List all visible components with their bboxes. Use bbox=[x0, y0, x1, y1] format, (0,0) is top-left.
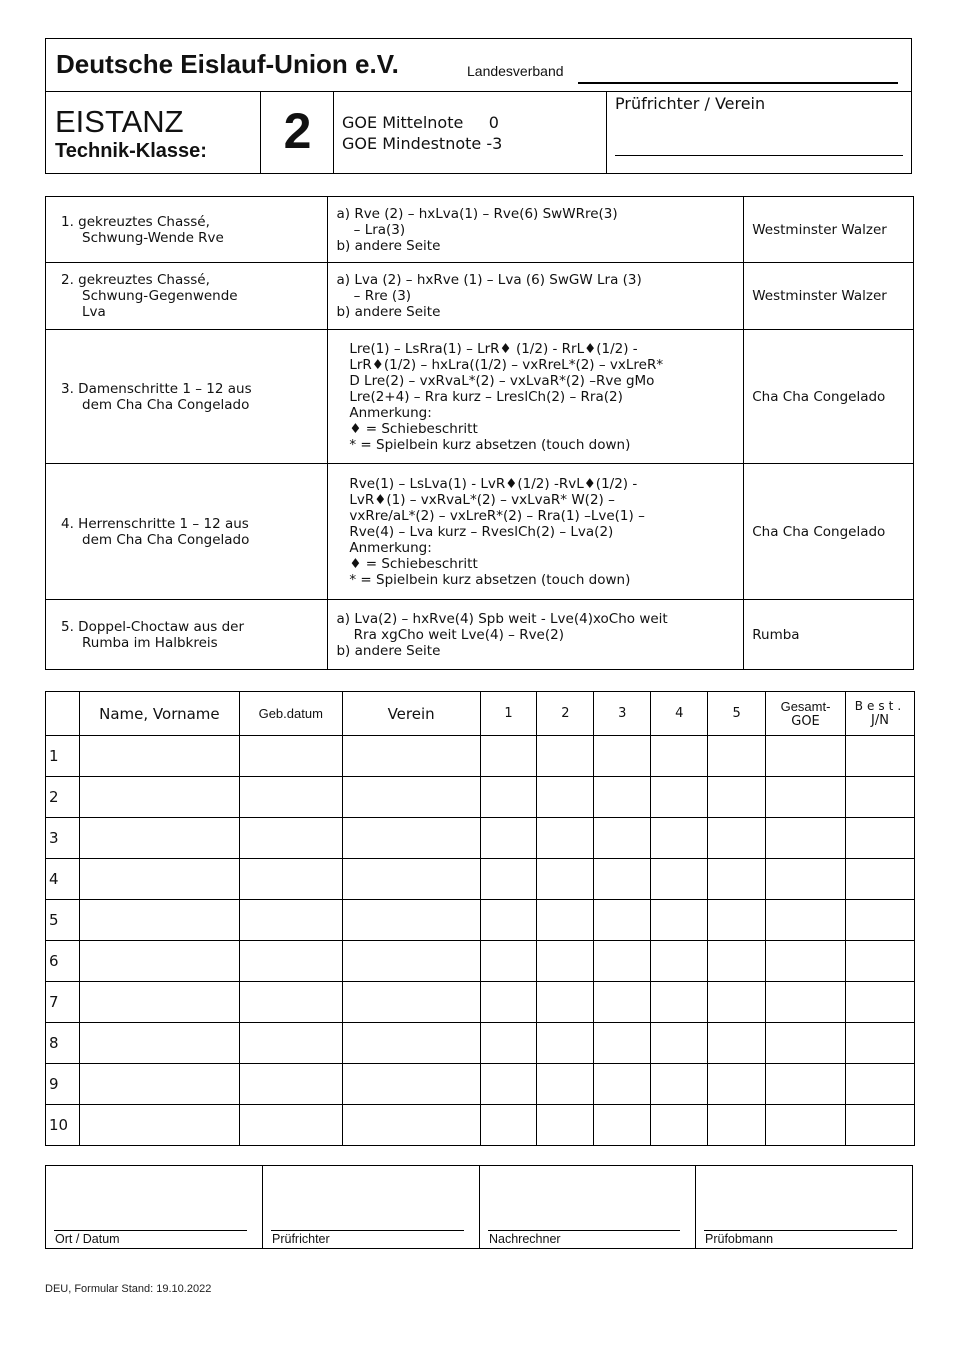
discipline-title: EISTANZ bbox=[55, 104, 184, 139]
element-4-cell[interactable] bbox=[651, 818, 708, 859]
element-3-cell[interactable] bbox=[594, 736, 651, 777]
club-cell[interactable] bbox=[342, 859, 480, 900]
element-4-cell[interactable] bbox=[651, 941, 708, 982]
club-header: Verein bbox=[342, 692, 480, 736]
participant-row-number: 8 bbox=[46, 1023, 80, 1064]
total-goe-cell[interactable] bbox=[766, 777, 846, 818]
element-4-cell[interactable] bbox=[651, 736, 708, 777]
name-header: Name, Vorname bbox=[79, 692, 239, 736]
birthdate-cell[interactable] bbox=[239, 777, 342, 818]
form-footer: DEU, Formular Stand: 19.10.2022 bbox=[45, 1283, 212, 1295]
pruefrichter-cell bbox=[607, 92, 911, 174]
signature-line[interactable] bbox=[271, 1230, 464, 1231]
element-dance: Westminster Walzer bbox=[744, 263, 914, 330]
signature-label: Prüfobmann bbox=[705, 1232, 774, 1246]
pruefrichter-label: Prüfrichter / Verein bbox=[615, 94, 766, 113]
signature-line[interactable] bbox=[488, 1230, 680, 1231]
element-5-cell[interactable] bbox=[708, 859, 766, 900]
form-header bbox=[45, 38, 912, 174]
pruefrichter-field[interactable] bbox=[615, 155, 903, 156]
passed-cell[interactable] bbox=[845, 1023, 914, 1064]
element-1-cell[interactable] bbox=[480, 818, 537, 859]
element-3-header: 3 bbox=[594, 692, 651, 736]
element-4-cell[interactable] bbox=[651, 1064, 708, 1105]
elements-table bbox=[45, 196, 914, 670]
participant-row-number: 7 bbox=[46, 982, 80, 1023]
birthdate-cell[interactable] bbox=[239, 736, 342, 777]
signature-line[interactable] bbox=[704, 1230, 897, 1231]
birthdate-header: Geb.datum bbox=[239, 692, 342, 736]
element-3-cell[interactable] bbox=[594, 941, 651, 982]
element-name: 2. gekreuztes Chassé, Schwung-Gegenwende Lva bbox=[61, 272, 238, 320]
element-5-cell[interactable] bbox=[708, 900, 766, 941]
element-1-cell[interactable] bbox=[480, 1023, 537, 1064]
birthdate-cell[interactable] bbox=[239, 859, 342, 900]
element-dance: Rumba bbox=[744, 600, 914, 670]
passed-header bbox=[845, 692, 914, 736]
element-4-cell[interactable] bbox=[651, 777, 708, 818]
name-cell[interactable] bbox=[79, 941, 239, 982]
total-goe-label-2: GOE bbox=[791, 713, 820, 729]
class-number: 2 bbox=[283, 103, 312, 159]
birthdate-cell[interactable] bbox=[239, 818, 342, 859]
club-cell[interactable] bbox=[342, 818, 480, 859]
total-goe-cell[interactable] bbox=[766, 941, 846, 982]
total-goe-cell[interactable] bbox=[766, 736, 846, 777]
total-goe-cell[interactable] bbox=[766, 1105, 846, 1146]
element-2-cell[interactable] bbox=[537, 900, 594, 941]
element-5-cell[interactable] bbox=[708, 941, 766, 982]
participant-row bbox=[46, 1064, 915, 1105]
signature-cell-ort bbox=[46, 1166, 263, 1248]
total-goe-cell[interactable] bbox=[766, 982, 846, 1023]
element-2-cell[interactable] bbox=[537, 1064, 594, 1105]
total-goe-cell[interactable] bbox=[766, 900, 846, 941]
element-2-cell[interactable] bbox=[537, 736, 594, 777]
participant-row bbox=[46, 818, 915, 859]
passed-cell[interactable] bbox=[845, 1064, 914, 1105]
participant-row bbox=[46, 982, 915, 1023]
element-3-cell[interactable] bbox=[594, 900, 651, 941]
signature-label: Ort / Datum bbox=[55, 1232, 120, 1246]
element-2-cell[interactable] bbox=[537, 1105, 594, 1146]
goe-mittelnote: GOE Mittelnote 0 bbox=[342, 113, 499, 132]
participant-row bbox=[46, 736, 915, 777]
row-number-header bbox=[46, 692, 80, 736]
element-description: Rve(1) – LsLva(1) - LvR♦(1/2) -RvL♦(1/2) - LvR♦(1) – vxRvaL*(2) – vxLvaR* W(2) – vxRre/aL*(2) – vxLreR*(2) – Rra(1) –Lve(1) – Rve(4) – Lva kurz – RveslCh(2) – Lva(2) Anmerkung: ♦ = Schiebeschritt * = Spielbein kurz absetzen (touch down) bbox=[328, 464, 744, 600]
element-1-cell[interactable] bbox=[480, 736, 537, 777]
signature-cell-nachrechner bbox=[480, 1166, 696, 1248]
element-row bbox=[46, 263, 914, 330]
passed-cell[interactable] bbox=[845, 1105, 914, 1146]
participant-row-number: 5 bbox=[46, 900, 80, 941]
element-3-cell[interactable] bbox=[594, 818, 651, 859]
participants-table bbox=[45, 691, 915, 1146]
discipline-cell bbox=[46, 92, 261, 174]
element-2-cell[interactable] bbox=[537, 941, 594, 982]
element-name: 5. Doppel-Choctaw aus der Rumba im Halbkreis bbox=[61, 618, 245, 651]
participant-row-number: 10 bbox=[46, 1105, 80, 1146]
element-4-cell[interactable] bbox=[651, 982, 708, 1023]
total-goe-header bbox=[766, 692, 846, 736]
participant-row bbox=[46, 1105, 915, 1146]
element-2-cell[interactable] bbox=[537, 1023, 594, 1064]
signature-cell-pruefrichter bbox=[263, 1166, 480, 1248]
name-cell[interactable] bbox=[79, 1064, 239, 1105]
passed-cell[interactable] bbox=[845, 859, 914, 900]
element-5-cell[interactable] bbox=[708, 818, 766, 859]
passed-cell[interactable] bbox=[845, 818, 914, 859]
element-1-cell[interactable] bbox=[480, 1064, 537, 1105]
participant-row-number: 3 bbox=[46, 818, 80, 859]
element-3-cell[interactable] bbox=[594, 1105, 651, 1146]
class-label: Technik-Klasse: bbox=[55, 140, 207, 162]
birthdate-cell[interactable] bbox=[239, 1023, 342, 1064]
club-cell[interactable] bbox=[342, 1105, 480, 1146]
landesverband-field[interactable] bbox=[578, 82, 898, 84]
header-title-row bbox=[46, 39, 911, 92]
element-2-cell[interactable] bbox=[537, 818, 594, 859]
name-cell[interactable] bbox=[79, 736, 239, 777]
element-4-cell[interactable] bbox=[651, 900, 708, 941]
element-2-cell[interactable] bbox=[537, 777, 594, 818]
element-3-cell[interactable] bbox=[594, 1023, 651, 1064]
passed-cell[interactable] bbox=[845, 736, 914, 777]
element-row bbox=[46, 600, 914, 670]
element-3-cell[interactable] bbox=[594, 1064, 651, 1105]
element-1-cell[interactable] bbox=[480, 941, 537, 982]
passed-label-2: J/N bbox=[871, 713, 889, 728]
signature-cell-pruefobmann bbox=[696, 1166, 912, 1248]
club-cell[interactable] bbox=[342, 900, 480, 941]
element-1-cell[interactable] bbox=[480, 900, 537, 941]
element-1-cell[interactable] bbox=[480, 859, 537, 900]
participants-header-row bbox=[46, 692, 915, 736]
birthdate-cell[interactable] bbox=[239, 982, 342, 1023]
participant-row bbox=[46, 1023, 915, 1064]
element-2-header: 2 bbox=[537, 692, 594, 736]
name-cell[interactable] bbox=[79, 818, 239, 859]
element-4-header: 4 bbox=[651, 692, 708, 736]
element-dance: Westminster Walzer bbox=[744, 197, 914, 263]
element-5-cell[interactable] bbox=[708, 1023, 766, 1064]
element-1-cell[interactable] bbox=[480, 1105, 537, 1146]
participant-row-number: 4 bbox=[46, 859, 80, 900]
element-3-cell[interactable] bbox=[594, 777, 651, 818]
participant-row-number: 9 bbox=[46, 1064, 80, 1105]
participants-body bbox=[46, 736, 915, 1146]
name-cell[interactable] bbox=[79, 859, 239, 900]
participant-row-number: 2 bbox=[46, 777, 80, 818]
total-goe-cell[interactable] bbox=[766, 818, 846, 859]
element-5-header: 5 bbox=[708, 692, 766, 736]
participant-row-number: 1 bbox=[46, 736, 80, 777]
club-cell[interactable] bbox=[342, 1023, 480, 1064]
element-5-cell[interactable] bbox=[708, 982, 766, 1023]
birthdate-cell[interactable] bbox=[239, 900, 342, 941]
passed-cell[interactable] bbox=[845, 941, 914, 982]
element-1-header: 1 bbox=[480, 692, 537, 736]
class-number-cell bbox=[261, 92, 334, 174]
club-cell[interactable] bbox=[342, 982, 480, 1023]
signature-line[interactable] bbox=[54, 1230, 247, 1231]
participant-row bbox=[46, 777, 915, 818]
total-goe-cell[interactable] bbox=[766, 1064, 846, 1105]
birthdate-cell[interactable] bbox=[239, 941, 342, 982]
total-goe-cell[interactable] bbox=[766, 859, 846, 900]
total-goe-label-1: Gesamt- bbox=[780, 698, 831, 714]
element-name: 4. Herrenschritte 1 – 12 aus dem Cha Cha Congelado bbox=[61, 515, 250, 548]
participant-row bbox=[46, 900, 915, 941]
element-dance: Cha Cha Congelado bbox=[744, 330, 914, 464]
element-2-cell[interactable] bbox=[537, 982, 594, 1023]
participant-row bbox=[46, 941, 915, 982]
element-2-cell[interactable] bbox=[537, 859, 594, 900]
element-5-cell[interactable] bbox=[708, 1105, 766, 1146]
element-4-cell[interactable] bbox=[651, 859, 708, 900]
element-name: 1. gekreuztes Chassé, Schwung-Wende Rve bbox=[61, 213, 224, 246]
element-5-cell[interactable] bbox=[708, 777, 766, 818]
club-cell[interactable] bbox=[342, 1064, 480, 1105]
participant-row-number: 6 bbox=[46, 941, 80, 982]
goe-mindestnote: GOE Mindestnote -3 bbox=[342, 134, 503, 153]
name-cell[interactable] bbox=[79, 982, 239, 1023]
element-4-cell[interactable] bbox=[651, 1023, 708, 1064]
passed-cell[interactable] bbox=[845, 777, 914, 818]
element-dance: Cha Cha Congelado bbox=[744, 464, 914, 600]
element-5-cell[interactable] bbox=[708, 1064, 766, 1105]
name-cell[interactable] bbox=[79, 1023, 239, 1064]
participant-row bbox=[46, 859, 915, 900]
landesverband-label: Landesverband bbox=[467, 63, 564, 79]
element-description: a) Lva (2) – hxRve (1) – Lva (6) SwGW Lra (3) – Rre (3) b) andere Seite bbox=[328, 263, 744, 330]
club-cell[interactable] bbox=[342, 736, 480, 777]
birthdate-cell[interactable] bbox=[239, 1064, 342, 1105]
element-row bbox=[46, 330, 914, 464]
organization-title: Deutsche Eislauf-Union e.V. bbox=[56, 49, 399, 79]
name-cell[interactable] bbox=[79, 777, 239, 818]
signature-label: Nachrechner bbox=[489, 1232, 561, 1246]
element-1-cell[interactable] bbox=[480, 777, 537, 818]
element-3-cell[interactable] bbox=[594, 982, 651, 1023]
signature-block bbox=[45, 1165, 913, 1249]
club-cell[interactable] bbox=[342, 777, 480, 818]
total-goe-cell[interactable] bbox=[766, 1023, 846, 1064]
element-row bbox=[46, 464, 914, 600]
element-description: a) Lva(2) – hxRve(4) Spb weit - Lve(4)xoCho weit Rra xgCho weit Lve(4) – Rve(2) b) andere Seite bbox=[328, 600, 744, 670]
element-1-cell[interactable] bbox=[480, 982, 537, 1023]
passed-cell[interactable] bbox=[845, 982, 914, 1023]
club-cell[interactable] bbox=[342, 941, 480, 982]
goe-cell bbox=[334, 92, 607, 174]
name-cell[interactable] bbox=[79, 900, 239, 941]
element-3-cell[interactable] bbox=[594, 859, 651, 900]
passed-cell[interactable] bbox=[845, 900, 914, 941]
element-description: a) Rve (2) – hxLva(1) – Rve(6) SwWRre(3) – Lra(3) b) andere Seite bbox=[328, 197, 744, 263]
element-5-cell[interactable] bbox=[708, 736, 766, 777]
name-cell[interactable] bbox=[79, 1105, 239, 1146]
element-4-cell[interactable] bbox=[651, 1105, 708, 1146]
birthdate-cell[interactable] bbox=[239, 1105, 342, 1146]
passed-label-1: Best. bbox=[854, 699, 906, 713]
element-row bbox=[46, 197, 914, 263]
element-name: 3. Damenschritte 1 – 12 aus dem Cha Cha Congelado bbox=[61, 380, 252, 413]
element-description: Lre(1) – LsRra(1) – LrR♦ (1/2) - RrL♦(1/2) - LrR♦(1/2) – hxLra((1/2) – vxRreL*(2) – vxLreR* D Lre(2) – vxRvaL*(2) – vxLvaR*(2) –Rve gMo Lre(2+4) – Rra kurz – LreslCh(2) – Rra(2) Anmerkung: ♦ = Schiebeschritt * = Spielbein kurz absetzen (touch down) bbox=[328, 330, 744, 464]
signature-label: Prüfrichter bbox=[272, 1232, 330, 1246]
